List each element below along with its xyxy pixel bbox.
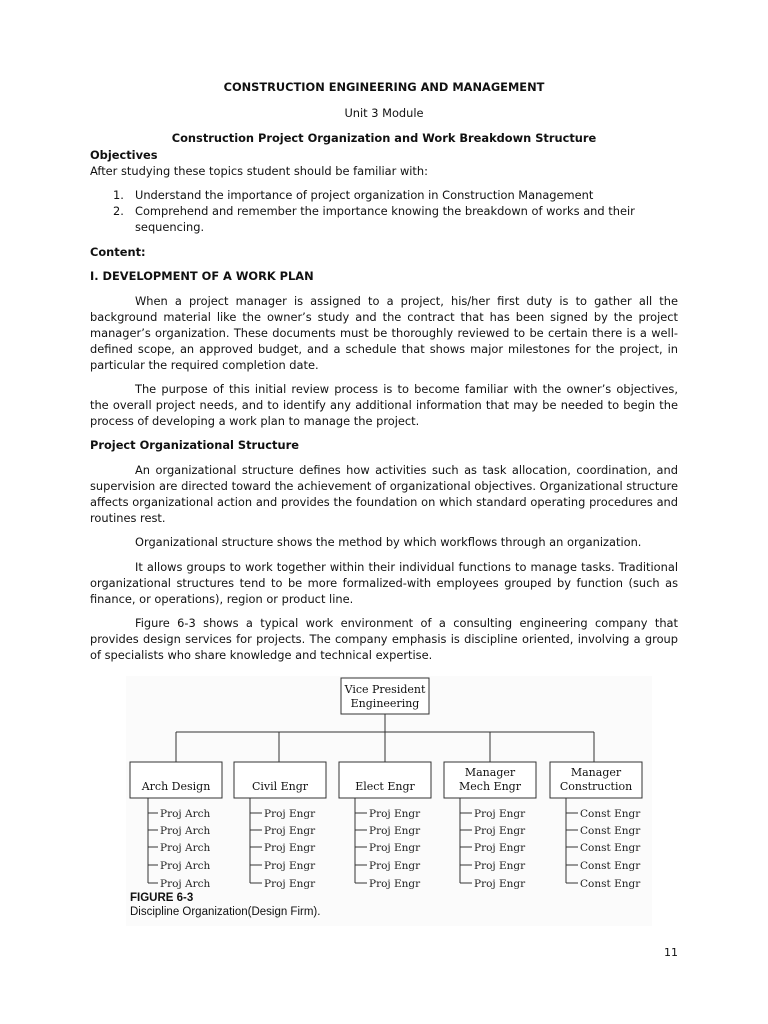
objectives-heading: Objectives <box>90 148 158 162</box>
department-title: Manager <box>464 766 516 779</box>
staff-label: Proj Engr <box>264 878 316 890</box>
vice-president-label: Engineering <box>350 697 420 710</box>
staff-label: Const Engr <box>580 808 641 820</box>
document-title: CONSTRUCTION ENGINEERING AND MANAGEMENT <box>223 80 545 94</box>
staff-label: Proj Engr <box>474 842 526 854</box>
staff-label: Proj Engr <box>264 842 316 854</box>
staff-label: Proj Engr <box>474 878 526 890</box>
objective-item <box>113 203 678 235</box>
staff-label: Proj Arch <box>160 878 211 890</box>
subsection-heading: Project Organizational Structure <box>90 438 299 452</box>
staff-label: Const Engr <box>580 860 641 872</box>
unit-label: Unit 3 Module <box>344 106 424 120</box>
paragraph: When a project manager is assigned to a project, his/her first duty is to gather all the background material like the owner’s study and the contract that has been signed by the project manager’s organization. These documents must be thoroughly reviewed to be certain there is a well-defined scope, an approved budget, and a schedule that shows major milestones for the project, in particular the required completion date. <box>90 294 678 372</box>
document-subtitle: Construction Project Organization and Work Breakdown Structure <box>171 131 597 145</box>
section-heading: I. DEVELOPMENT OF A WORK PLAN <box>90 269 314 283</box>
department-name: Construction <box>559 780 633 793</box>
objective-number: 1. <box>113 188 124 202</box>
staff-label: Proj Engr <box>369 842 421 854</box>
objective-item <box>113 187 678 203</box>
staff-label: Proj Engr <box>474 808 526 820</box>
staff-label: Proj Engr <box>369 860 421 872</box>
staff-label: Proj Engr <box>264 825 316 837</box>
paragraph: Organizational structure shows the method by which workflows through an organization. <box>135 535 642 549</box>
figure-caption-label: FIGURE 6-3 <box>130 892 194 904</box>
staff-label: Proj Engr <box>369 878 421 890</box>
org-chart-figure <box>126 676 652 926</box>
staff-label: Proj Engr <box>474 825 526 837</box>
staff-label: Proj Arch <box>160 860 211 872</box>
objectives-intro: After studying these topics student should be familiar with: <box>90 164 428 178</box>
paragraph: The purpose of this initial review process is to become familiar with the owner’s objectives, the overall project needs, and to identify any additional information that may be needed to begin the process of developing a work plan to manage the project. <box>90 382 678 428</box>
staff-label: Const Engr <box>580 825 641 837</box>
department-name: Arch Design <box>141 780 211 793</box>
staff-label: Proj Arch <box>160 808 211 820</box>
department-name: Mech Engr <box>459 780 521 793</box>
staff-label: Const Engr <box>580 878 641 890</box>
department-title: Manager <box>570 766 622 779</box>
page-number: 11 <box>664 946 678 959</box>
paragraph: An organizational structure defines how activities such as task allocation, coordination, and supervision are directed toward the achievement of organizational objectives. Organizational structure affects organizational action and provides the foundation on which standard operating procedures and routines rest. <box>90 463 678 525</box>
objective-text: Understand the importance of project organization in Construction Management <box>135 188 594 202</box>
content-heading: Content: <box>90 245 146 259</box>
department-name: Civil Engr <box>251 780 309 793</box>
paragraph: It allows groups to work together within their individual functions to manage tasks. Traditional organizational structures tend to be more formalized-with employees grouped by function (such as finance, or operations), region or product line. <box>90 560 678 606</box>
staff-label: Proj Engr <box>264 860 316 872</box>
objective-text: Comprehend and remember the importance knowing the breakdown of works and their sequencing. <box>135 204 635 234</box>
org-chart <box>126 676 652 926</box>
staff-label: Proj Engr <box>369 808 421 820</box>
staff-label: Const Engr <box>580 842 641 854</box>
objective-number: 2. <box>113 204 124 218</box>
staff-label: Proj Engr <box>264 808 316 820</box>
staff-label: Proj Arch <box>160 825 211 837</box>
figure-caption-text: Discipline Organization(Design Firm). <box>130 906 321 918</box>
staff-label: Proj Engr <box>369 825 421 837</box>
staff-label: Proj Arch <box>160 842 211 854</box>
paragraph: Figure 6-3 shows a typical work environment of a consulting engineering company that provides design services for projects. The company emphasis is discipline oriented, involving a group of specialists who share knowledge and technical expertise. <box>90 616 678 662</box>
vice-president-label: Vice President <box>344 683 426 696</box>
staff-label: Proj Engr <box>474 860 526 872</box>
department-name: Elect Engr <box>355 780 415 793</box>
